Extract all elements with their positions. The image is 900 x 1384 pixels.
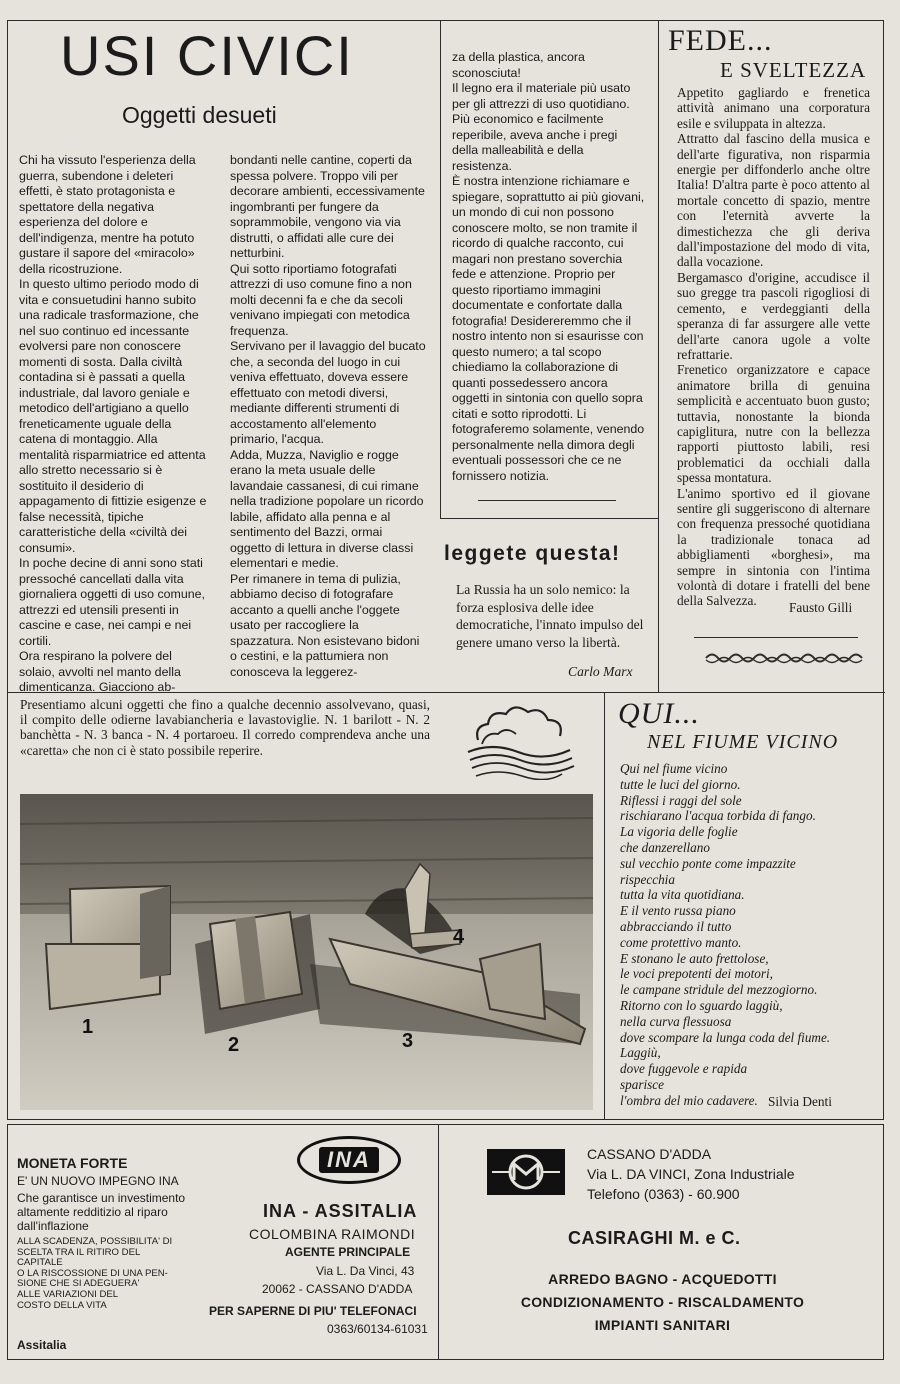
casiraghi-services (450, 1268, 875, 1337)
poem-line: Riflessi i raggi del sole (620, 792, 742, 808)
caption-list: N. 1 barilott - N. 2 banchètta - N. 3 banca - N. 4 portaroeu. Il corredo comprendeva anche una «caretta» che non ci è stato possibile reperire. (20, 712, 431, 758)
article-column-1 (19, 153, 209, 696)
photo-label-4: 4 (453, 926, 465, 948)
photo (20, 794, 593, 1110)
poem-subtitle: NEL FIUME VICINO (647, 731, 839, 753)
article-subtitle: Oggetti desueti (122, 102, 277, 128)
small-print-line: SCELTA TRA IL RITIRO DEL (17, 1246, 141, 1258)
service-line: IMPIANTI SANITARI (594, 1317, 731, 1333)
small-print-line: SIONE CHE SI ADEGUERA' (17, 1278, 140, 1290)
article-paragraph: za della plastica, ancora sconosciuta! (452, 50, 585, 80)
ina-heading: MONETA FORTE (17, 1155, 128, 1171)
column-rule (658, 20, 659, 692)
fede-subtitle: E SVELTEZZA (720, 58, 867, 82)
poem-line: tutte le luci del giorno. (620, 776, 741, 792)
article-paragraph: Chi ha vissuto l'esperienza della guerra, subendone i deleteri effetti, è stato protagonista e spettatore della negativa esperienza del dolore e dell'indigenza, mentre ha potuto gustare il sapore del «miracolo» della ricostruzione. (19, 153, 196, 276)
poem-line: Ritorno con lo sguardo laggiù, (620, 997, 783, 1013)
leggete-quote (456, 581, 646, 651)
article-paragraph: Il legno era il materiale più usato per gli attrezzi di uso quotidiano. Più economico e facilmente reperibile, aveva anche i pregi della malleabilità e della resistenza. (452, 81, 631, 173)
poem-line: che danzerellano (620, 839, 710, 855)
article-paragraph: Qui sotto riportiamo fotografati attrezzi di uso comune fino a non molti decenni fa e che da secoli venivano impiegati con metodica frequenza. (230, 261, 412, 338)
poem-line: le voci prepotenti dei motori, (620, 966, 773, 982)
article-paragraph: È nostra intenzione richiamare e spiegare, soprattutto ai più giovani, un mondo di cui non possono conoscere molto, se non tramite il ricordo di qualche racconto, cui magari non prestano soverchia fede e attenzione. Proprio per questo riportiamo immagini documentate e confortate dalla fotografia! Desidereremmo che il nostro intento non si esaurisse con questo numero; a tal scopo chiediamo la collaborazione di quanti possedessero ancora oggetti in sintonia con quello sopra citati e sotto riprodotti. Li fotograferemo solamente, venendo personalmente nella dimora degli eventuali possessori che ce ne fornissero notizia. (452, 174, 645, 483)
column-rule (604, 693, 605, 1120)
photo-label-2: 2 (228, 1034, 240, 1056)
section-rule (440, 518, 659, 519)
ina-agent: COLOMBINA RAIMONDI (249, 1226, 416, 1242)
article-paragraph: bondanti nelle cantine, coperti da spessa polvere. Troppo vili per decorare ambienti, eccessivamente ingombranti per fungere da soprammobile, vengono via via distrutti, o affidati alle cure dei netturbini. (230, 153, 425, 260)
ina-logo-icon (297, 1136, 401, 1184)
poem-body (620, 761, 880, 1109)
fede-paragraph: Bergamasco d'origine, accudisce il suo gregge tra pascoli rigogliosi di cemento, e verdeggianti della speranza di far assurgere alle vette dell'arte canora ugole a volte refrattarie. (677, 269, 870, 362)
article-paragraph: In questo ultimo periodo modo di vita e consuetudini hanno subito una radicale trasformazione, che nel suo continuo ed incessante evolversi pare non conoscere momenti di sosta. Dalla civiltà contadina si è passati a quella industriale, dal lavoro geniale e metodico dell'artigiano a quello freneticamente uguale della catena di montaggio. Alla mentalità risparmiatrice ed attenta allo stretto necessario si è sostituito il desiderio di appagamento di fittizie esigenze e false necessità, tipiche caratteristiche della «civiltà dei consumi». (19, 277, 207, 555)
casiraghi-address: Via L. DA VINCI, Zona Industriale (587, 1166, 795, 1182)
poem-line: come protettivo manto. (620, 934, 742, 950)
poem-line: Qui nel fiume vicino (620, 761, 728, 776)
fede-paragraph: Appetito gagliardo e frenetica attività animano una corporatura esile e sviluppata in altezza. (677, 85, 870, 131)
leggete-title: leggete questa! (444, 542, 621, 565)
poem-line: le campane stridule del mezzogiorno. (620, 982, 818, 998)
ina-footer: Assitalia (17, 1338, 67, 1352)
poem-line: dove scompare la lunga coda del fiume. (620, 1029, 831, 1045)
article-paragraph: Per rimanere in tema di pulizia, abbiamo deciso di fotografare accanto a quelli anche l'oggete usato per raccogliere la spazzatura. Non esistevano bidoni o cestini, e la pattumiera non conosceva la leggerez- (230, 571, 420, 679)
small-print-line: O LA RISCOSSIONE DI UNA PEN- (17, 1267, 168, 1279)
caption-intro: Presentiamo alcuni oggetti che fino a qualche decennio assolvevano, quasi, il compito delle odierne lavabiancheria e lavastoviglie. (20, 697, 430, 728)
ina-role: AGENTE PRINCIPALE (285, 1245, 411, 1259)
end-rule (478, 500, 616, 501)
ina-logo-text: INA (319, 1147, 379, 1173)
photo-label-3: 3 (402, 1030, 414, 1052)
poem-line: abbracciando il tutto (620, 918, 732, 934)
mc-logo-svg (490, 1152, 562, 1192)
fede-body (677, 85, 870, 609)
poem-title: QUI... (618, 697, 700, 730)
poem-line: l'ombra del mio cadavere. (620, 1092, 758, 1108)
article-column-3 (452, 50, 646, 484)
fede-title: FEDE... (668, 24, 773, 57)
ina-body: Che garantisce un investimento altamente redditizio al riparo dall'inflazione (17, 1191, 186, 1233)
fede-paragraph: Frenetico organizzatore e capace animatore brilla di genuina semplicità e accentuato buon gusto; tuttavia, nonostante la bionda capiglitura, nutre con la bellezza rapporti piuttosto labili, resi problematici da occhiali dalla spessa montatura. (677, 362, 870, 486)
ads-divider (438, 1124, 439, 1360)
article-paragraph: Adda, Muzza, Naviglio e rogge erano la meta usuale delle lavandaie cassanesi, di cui rimane nella tradizione popolare un ricordo labile, affidato alla penna e al sentimento del Bazzi, ormai oggetto di lettura in diverse classi elementari e medie. (230, 447, 424, 570)
photo-scene (20, 794, 593, 1110)
poem-author: Silvia Denti (768, 1094, 832, 1109)
small-print-line: CAPITALE (17, 1257, 63, 1269)
article-paragraph: Servivano per il lavaggio del bucato che, a seconda del luogo in cui veniva effettuato, doveva essere effettuato con metodi diversi, mediante differenti strumenti di accostamento all'elemento primario, l'acqua. (230, 339, 426, 446)
service-line: ARREDO BAGNO - ACQUEDOTTI (548, 1271, 777, 1287)
fede-paragraph: L'animo sportivo ed il giovane sentire gli suggeriscono di alternare con frequenza pressoché quotidiana la tradizionale tonaca ad abbigliamenti «borghesi», ma sempre in sintonia con l'intima volontà di dotare i fratelli del bene della Salvezza. (677, 485, 870, 609)
end-rule (694, 637, 858, 638)
leggete-author: Carlo Marx (568, 664, 633, 679)
small-print-line: COSTO DELLA VITA (17, 1299, 107, 1311)
poem-line: rischiarano l'acqua torbida di fango. (620, 808, 816, 824)
poem-line: E il vento russa piano (620, 903, 736, 919)
article-title: USI CIVICI (60, 24, 354, 87)
small-print-line: ALLA SCADENZA, POSSIBILITA' DI (17, 1236, 173, 1247)
ina-small-print (17, 1237, 217, 1311)
poem-line: La vigoria delle foglie (620, 824, 738, 840)
ina-phone: 0363/60134-61031 (327, 1322, 428, 1336)
ina-cta: PER SAPERNE DI PIU' TELEFONACI (209, 1304, 417, 1318)
mc-logo-icon (487, 1149, 565, 1195)
photo-caption (20, 697, 430, 758)
poem-line: Laggiù, (620, 1045, 661, 1061)
article-paragraph: In poche decine di anni sono stati pressoché cancellati dalla vita giornaliera oggetti di uso comune, attrezzi ed utensili presenti in cascine e case, nei campi e nei cortili. (19, 556, 205, 648)
wave-ornament (704, 650, 866, 666)
fede-author: Fausto Gilli (789, 600, 853, 615)
poem-line: E stonano le auto frettolose, (620, 950, 769, 966)
photo-label-1: 1 (82, 1016, 94, 1038)
casiraghi-name: CASIRAGHI M. e C. (568, 1228, 741, 1248)
poem-line: sul vecchio ponte come impazzite (620, 855, 796, 871)
ina-company: INA - ASSITALIA (263, 1201, 418, 1221)
quote-text: La Russia ha un solo nemico: la forza esplosiva delle idee democratiche, l'innato impulso del genere umano verso la libertà. (456, 582, 644, 650)
ina-subheading: E' UN NUOVO IMPEGNO INA (17, 1174, 179, 1188)
poem-line: sparisce (620, 1076, 664, 1092)
poem-line: nella curva flessuosa (620, 1013, 732, 1029)
service-line: CONDIZIONAMENTO - RISCALDAMENTO (520, 1294, 805, 1310)
fede-paragraph: Attratto dal fascino della musica e dell'arte figurativa, non risparmia energie per diffonderlo anche oltre Italia! D'altra parte è poco attento al mortale concetto di spazio, mentre con l'eternità avverte la dimestichezza che gli deriva dall'impostazione del modo di vita, dalla vocazione. (677, 131, 870, 270)
poem-line: dove fuggevole e rapida (620, 1061, 748, 1077)
article-paragraph: Ora respirano la polvere del solaio, avvolti nel manto della dimenticanza. Giacciono ab- (19, 649, 181, 694)
ina-address: Via L. Da Vinci, 43 (316, 1264, 415, 1278)
casiraghi-city: CASSANO D'ADDA (587, 1146, 712, 1162)
ina-city: 20062 - CASSANO D'ADDA (262, 1282, 413, 1296)
casiraghi-phone: Telefono (0363) - 60.900 (587, 1186, 740, 1202)
poem-line: rispecchia (620, 871, 675, 887)
column-rule (440, 20, 441, 518)
article-column-2 (230, 153, 426, 680)
small-print-line: ALLE VARIAZIONI DEL (17, 1288, 119, 1300)
poem-line: tutta la vita quotidiana. (620, 887, 745, 903)
cloud-ornament-icon (462, 700, 578, 780)
